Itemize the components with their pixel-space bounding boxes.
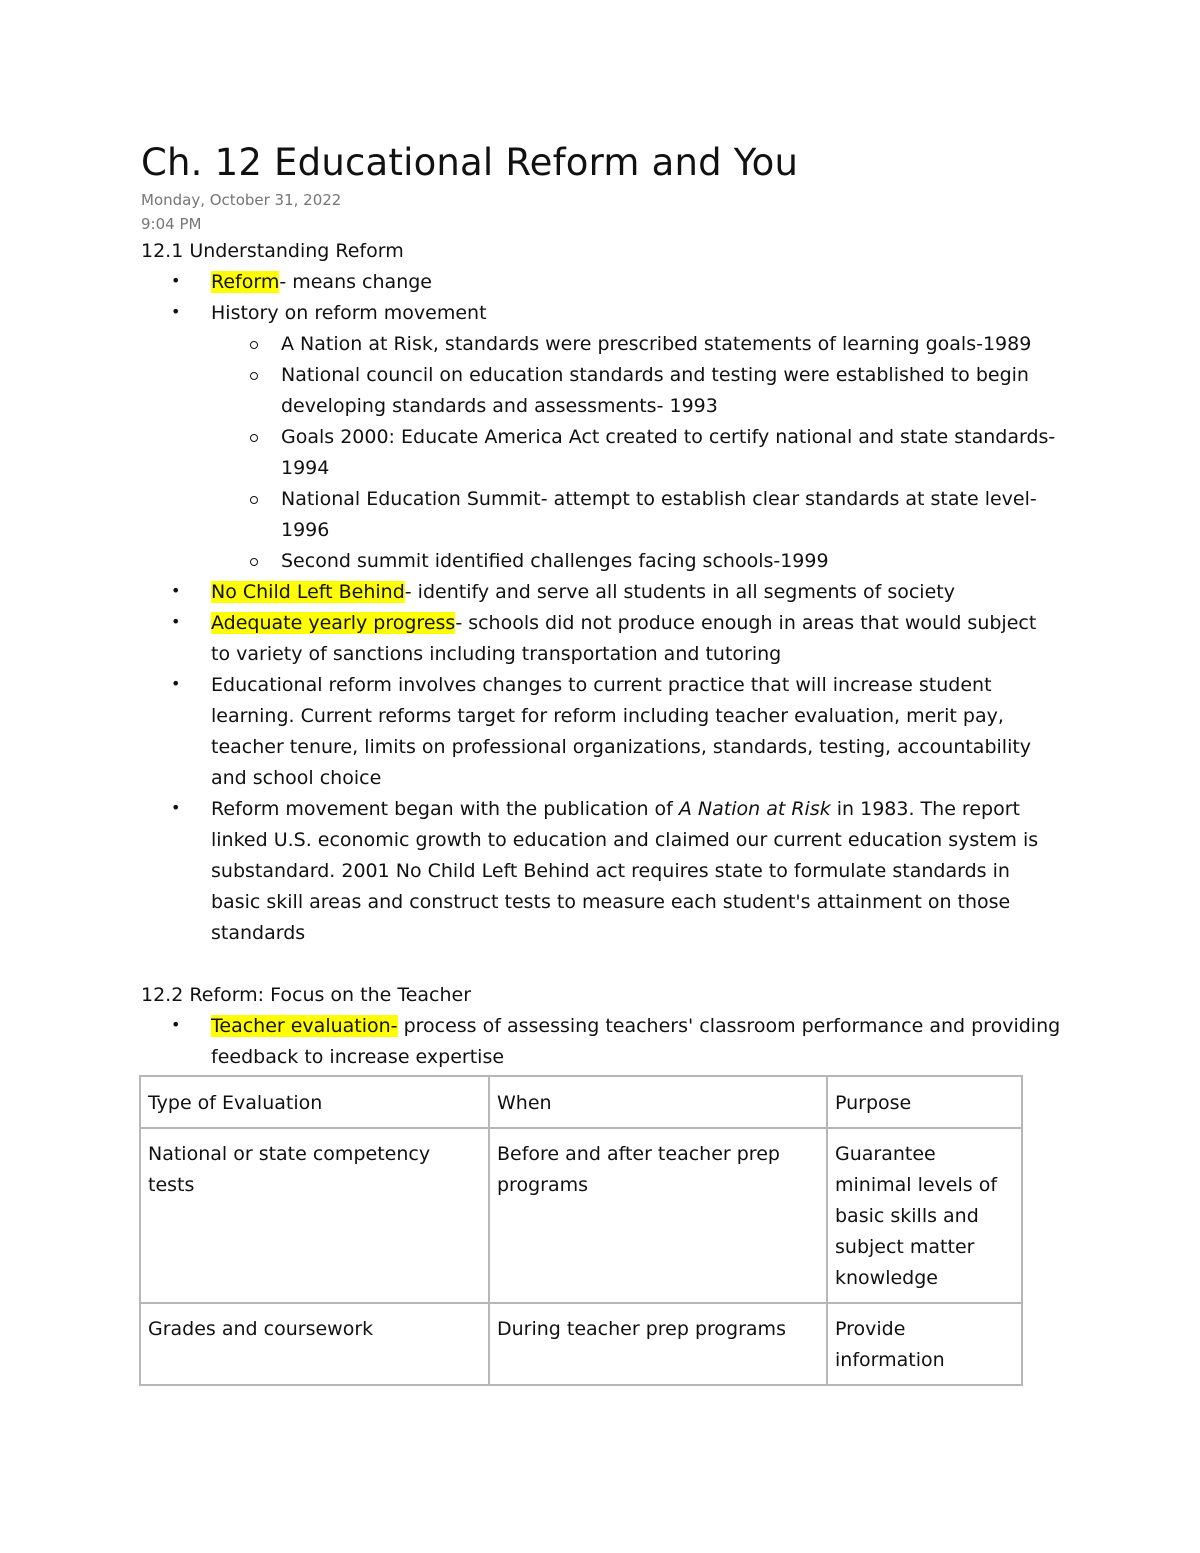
table-row	[140, 1128, 1022, 1303]
table-cell: During teacher prep programs	[489, 1303, 827, 1385]
table-header-cell: Type of Evaluation	[140, 1076, 489, 1128]
bullet-icon: •	[171, 302, 181, 321]
list-item-reform-movement	[171, 794, 1061, 949]
table-header-row	[140, 1076, 1022, 1128]
item-text-pre: Reform movement began with the publication of	[211, 798, 679, 820]
evaluation-table	[139, 1075, 1023, 1386]
sub-item	[281, 484, 1061, 546]
circle-bullet-icon	[250, 558, 258, 566]
list-item-educational-reform	[171, 670, 1061, 794]
history-sublist	[211, 329, 1061, 577]
blank-line	[141, 949, 1061, 980]
note-date: Monday, October 31, 2022	[141, 191, 342, 209]
sub-item-text: National council on education standards and testing were established to begin developing standards and assessments- 1993	[281, 364, 1029, 417]
item-text: - identify and serve all students in all segments of society	[404, 581, 955, 603]
table-header-cell: Purpose	[827, 1076, 1022, 1128]
note-time: 9:04 PM	[141, 215, 202, 233]
highlighted-term: Adequate yearly progress	[211, 612, 456, 634]
table-cell: Before and after teacher prep programs	[489, 1128, 827, 1303]
bullet-icon: •	[171, 271, 181, 290]
sub-item-text: A Nation at Risk, standards were prescribed statements of learning goals-1989	[281, 333, 1032, 355]
section-heading-12-2: 12.2 Reform: Focus on the Teacher	[141, 984, 472, 1006]
list-item-nclb	[171, 577, 1061, 608]
sub-item	[281, 422, 1061, 484]
table-cell: National or state competency tests	[140, 1128, 489, 1303]
sub-item-text: Goals 2000: Educate America Act created to certify national and state standards- 1994	[281, 426, 1056, 479]
bullet-icon: •	[171, 612, 181, 631]
highlighted-term: No Child Left Behind	[211, 581, 405, 603]
list-item-history	[171, 298, 1061, 577]
page-title: Ch. 12 Educational Reform and You	[141, 141, 799, 184]
table-cell: Guarantee minimal levels of basic skills and subject matter knowledge	[827, 1128, 1022, 1303]
note-page	[141, 138, 1061, 1386]
circle-bullet-icon	[250, 434, 258, 442]
section-heading-12-1: 12.1 Understanding Reform	[141, 240, 404, 262]
highlighted-term: Reform	[211, 271, 280, 293]
sub-item-text: National Education Summit- attempt to establish clear standards at state level- 1996	[281, 488, 1037, 541]
bullet-icon: •	[171, 674, 181, 693]
table-cell: Provide information	[827, 1303, 1022, 1385]
table-row	[140, 1303, 1022, 1385]
italic-title: A Nation at Risk	[678, 798, 831, 820]
sub-item	[281, 546, 1061, 577]
sub-item-text: Second summit identified challenges facing schools-1999	[281, 550, 829, 572]
section-2-list	[141, 1011, 1061, 1073]
section-1-list	[141, 267, 1061, 949]
item-text: process of assessing teachers' classroom performance and providing feedback to increase expertise	[211, 1015, 1061, 1068]
list-item-reform	[171, 267, 1061, 298]
list-item-ayp	[171, 608, 1061, 670]
circle-bullet-icon	[250, 341, 258, 349]
circle-bullet-icon	[250, 372, 258, 380]
item-text: - schools did not produce enough in areas that would subject to variety of sanctions including transportation and tutoring	[211, 612, 1037, 665]
list-item-teacher-evaluation	[171, 1011, 1061, 1073]
item-text-post: in 1983. The report linked U.S. economic growth to education and claimed our current education system is substandard. 2001 No Child Left Behind act requires state to formulate standards in basic skill areas and construct tests to measure each student's attainment on those standards	[211, 798, 1039, 944]
bullet-icon: •	[171, 1015, 181, 1034]
table-header-cell: When	[489, 1076, 827, 1128]
sub-item	[281, 329, 1061, 360]
bullet-icon: •	[171, 581, 181, 600]
item-text: - means change	[279, 271, 432, 293]
item-text: Educational reform involves changes to current practice that will increase student learning. Current reforms target for reform including teacher evaluation, merit pay, teacher tenure, limits on professional organizations, standards, testing, accountability and school choice	[211, 674, 1032, 789]
table-cell: Grades and coursework	[140, 1303, 489, 1385]
highlighted-term: Teacher evaluation-	[211, 1015, 398, 1037]
item-text: History on reform movement	[211, 302, 487, 324]
bullet-icon: •	[171, 798, 181, 817]
circle-bullet-icon	[250, 496, 258, 504]
sub-item	[281, 360, 1061, 422]
